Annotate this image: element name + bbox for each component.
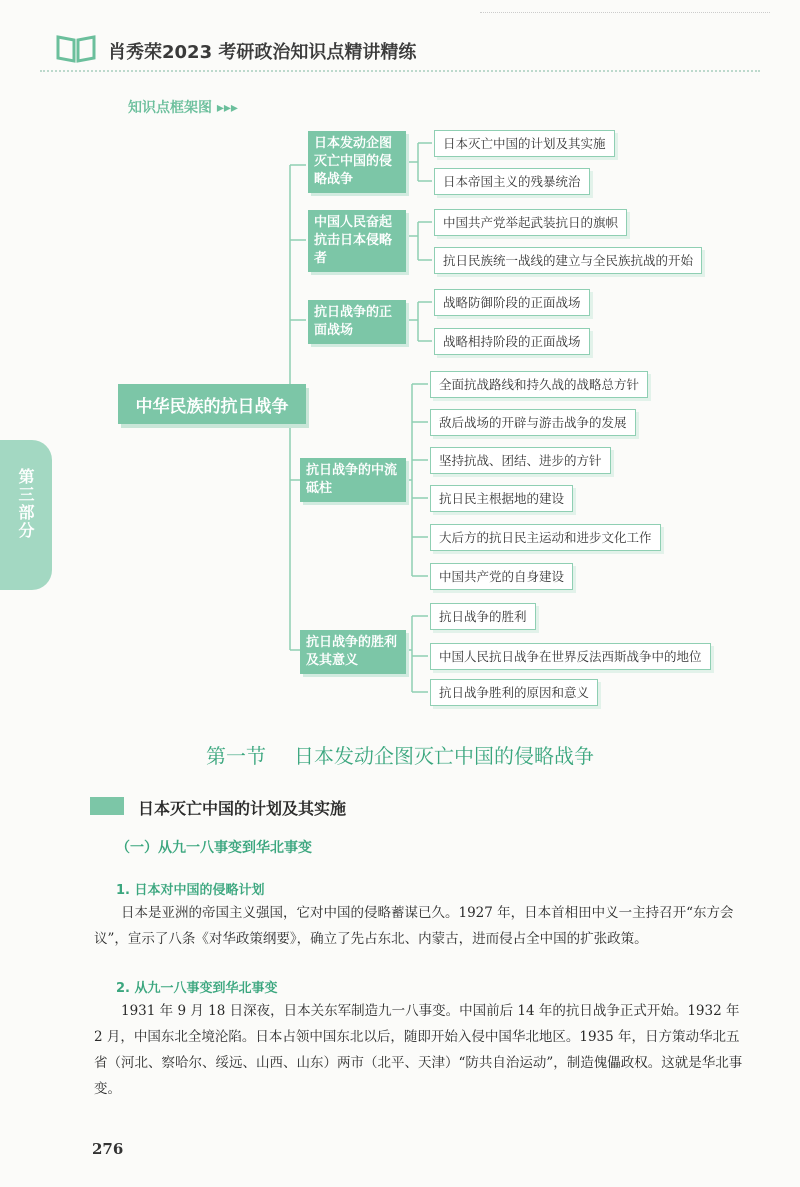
mindmap-category: 日本发动企图灭亡中国的侵略战争 — [308, 131, 406, 193]
section-title-text: 日本发动企图灭亡中国的侵略战争 — [294, 744, 594, 768]
mindmap-category: 抗日战争的胜利及其意义 — [300, 630, 406, 674]
book-title: 肖秀荣2023 考研政治知识点精讲精练 — [108, 42, 417, 63]
mindmap-category: 中国人民奋起抗击日本侵略者 — [308, 210, 406, 272]
page-number: 276 — [92, 1140, 124, 1158]
mindmap-leaf: 日本灭亡中国的计划及其实施 — [434, 130, 615, 157]
subheading-1: 1. 日本对中国的侵略计划 — [116, 883, 265, 898]
mindmap-leaf: 抗日民主根据地的建设 — [430, 485, 573, 512]
mindmap-category: 抗日战争的中流砥柱 — [300, 458, 406, 502]
section-title — [0, 740, 800, 769]
part-side-tab-label: 第三部分 — [16, 468, 35, 540]
mindmap-leaf: 中国共产党举起武装抗日的旗帜 — [434, 209, 627, 236]
mindmap-leaf: 战略防御阶段的正面战场 — [434, 289, 590, 316]
paragraph-2: 1931 年 9 月 18 日深夜，日本关东军制造九一八事变。中国前后 14 年的抗日战争正式开始。1932 年 2 月，中国东北全境沦陷。日本占领中国东北以后，随即开始入侵中国华北地区。1935 年，日方策动华北五省（河北、察哈尔、绥远、山西、山东）两市（北平、天津）“防共自治运动”，制造傀儡政权。这就是华北事变。 — [94, 1003, 743, 1097]
mindmap-root: 中华民族的抗日战争 — [118, 384, 306, 424]
mindmap-leaf: 日本帝国主义的残暴统治 — [434, 168, 590, 195]
mindmap-leaf: 中国人民抗日战争在世界反法西斯战争中的地位 — [430, 643, 711, 670]
heading-number-box — [90, 797, 124, 815]
mindmap-leaf: 全面抗战路线和持久战的战略总方针 — [430, 371, 648, 398]
subheading-2: 2. 从九一八事变到华北事变 — [116, 981, 278, 996]
mindmap-leaf: 抗日民族统一战线的建立与全民族抗战的开始 — [434, 247, 702, 274]
heading-level-1: 日本灭亡中国的计划及其实施 — [138, 799, 347, 818]
mindmap-leaf: 大后方的抗日民主运动和进步文化工作 — [430, 524, 661, 551]
mindmap-leaf: 抗日战争胜利的原因和意义 — [430, 679, 598, 706]
mindmap-leaf: 战略相持阶段的正面战场 — [434, 328, 590, 355]
heading-level-2: （一）从九一八事变到华北事变 — [116, 840, 312, 856]
mindmap-leaf: 坚持抗战、团结、进步的方针 — [430, 447, 611, 474]
mindmap-leaf: 中国共产党的自身建设 — [430, 563, 573, 590]
mindmap-category: 抗日战争的正面战场 — [308, 300, 406, 344]
paragraph-1: 日本是亚洲的帝国主义强国，它对中国的侵略蓄谋已久。1927 年，日本首相田中义一主持召开“东方会议”，宣示了八条《对华政策纲要》，确立了先占东北、内蒙古，进而侵占全中国的扩张政策。 — [94, 905, 734, 947]
section-number: 第一节 — [206, 744, 266, 768]
mindmap-section-label: 知识点框架图 ▸▸▸ — [128, 100, 238, 116]
mindmap-leaf: 抗日战争的胜利 — [430, 603, 536, 630]
mindmap-leaf: 敌后战场的开辟与游击战争的发展 — [430, 409, 636, 436]
